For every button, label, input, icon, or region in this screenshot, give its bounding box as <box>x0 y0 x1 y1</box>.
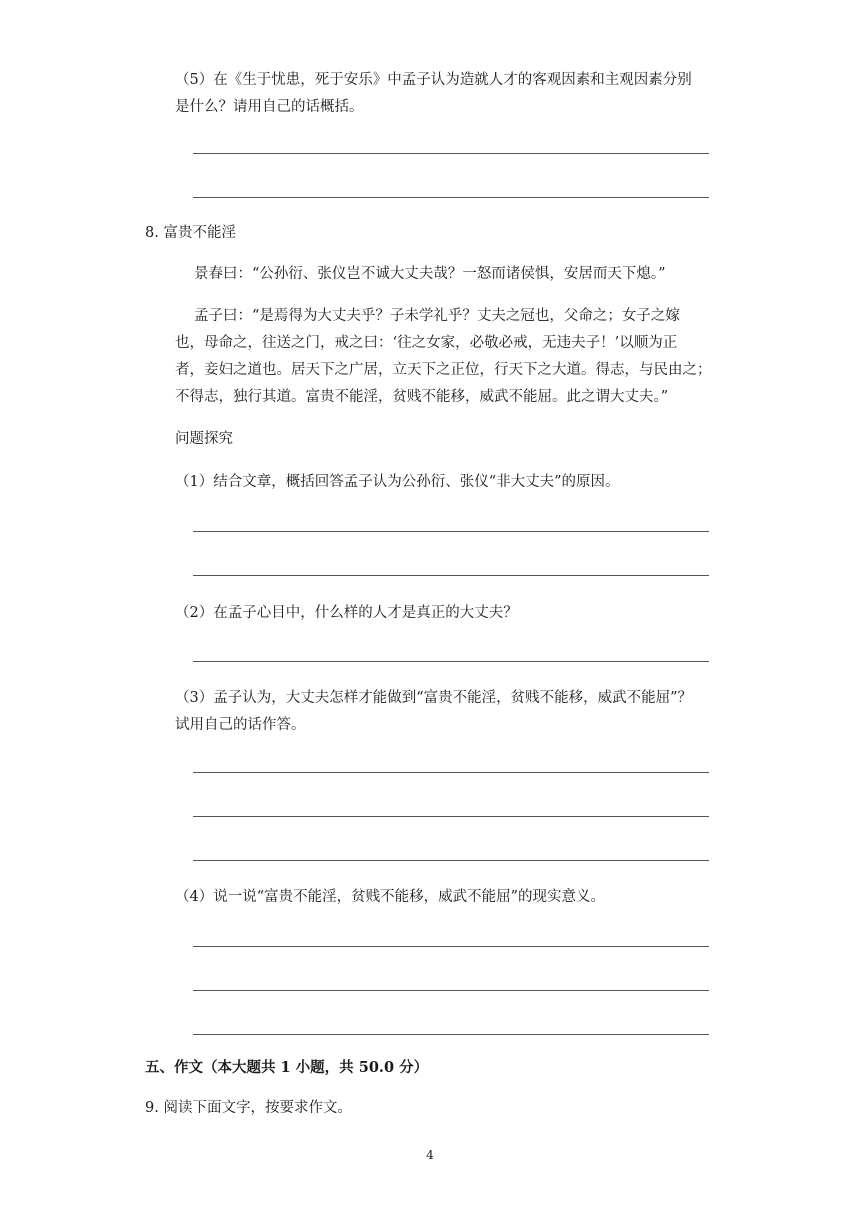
q7-sub5-line2: 是什么？请用自己的话概括。 <box>175 99 364 115</box>
answer-line[interactable] <box>193 531 709 532</box>
passage-paragraph-1: 景春曰：“公孙衍、张仪岂不诚大丈夫哉？一怒而诸侯惧，安居而天下熄。” <box>194 266 666 282</box>
section-label: 问题探究 <box>175 431 233 447</box>
question-3-line-1: （3）孟子认为，大丈夫怎样才能做到“富贵不能淫，贫贱不能移，威武不能屈”？ <box>175 690 693 706</box>
answer-line[interactable] <box>193 946 709 947</box>
passage-paragraph-2-line-2: 也，母命之，往送之门，戒之曰：‘往之女家，必敬必戒，无违夫子！’以顺为正 <box>175 335 678 351</box>
question-4: （4）说一说“富贵不能淫，贫贱不能移，威武不能屈”的现实意义。 <box>175 889 606 905</box>
section-5-heading: 五、作文（本大题共 1 小题，共 50.0 分） <box>145 1059 429 1076</box>
q8-title: 8. 富贵不能淫 <box>145 225 236 241</box>
answer-line[interactable] <box>193 990 709 991</box>
answer-line[interactable] <box>193 575 709 576</box>
q7-sub5-line1: （5）在《生于忧患，死于安乐》中孟子认为造就人才的客观因素和主观因素分别 <box>175 72 692 88</box>
passage-paragraph-2-line-4: 不得志，独行其道。富贵不能淫，贫贱不能移，威武不能屈。此之谓大丈夫。” <box>175 389 669 405</box>
answer-line[interactable] <box>193 816 709 817</box>
answer-line[interactable] <box>193 153 709 154</box>
answer-line[interactable] <box>193 772 709 773</box>
page-number: 4 <box>426 1148 434 1162</box>
question-3-line-2: 试用自己的话作答。 <box>175 717 306 733</box>
answer-line[interactable] <box>193 197 709 198</box>
q9-prompt: 9. 阅读下面文字，按要求作文。 <box>145 1100 352 1116</box>
passage-paragraph-2-line-3: 者，妾妇之道也。居天下之广居，立天下之正位，行天下之大道。得志，与民由之； <box>175 362 712 378</box>
question-1: （1）结合文章，概括回答孟子认为公孙衍、张仪“非大丈夫”的原因。 <box>175 474 620 490</box>
question-2: （2）在孟子心目中，什么样的人才是真正的大丈夫？ <box>175 605 518 621</box>
answer-line[interactable] <box>193 1034 709 1035</box>
answer-line[interactable] <box>193 661 709 662</box>
answer-line[interactable] <box>193 860 709 861</box>
passage-paragraph-2-line-1: 孟子曰：“是焉得为大丈夫乎？子未学礼乎？丈夫之冠也，父命之；女子之嫁 <box>194 308 680 324</box>
